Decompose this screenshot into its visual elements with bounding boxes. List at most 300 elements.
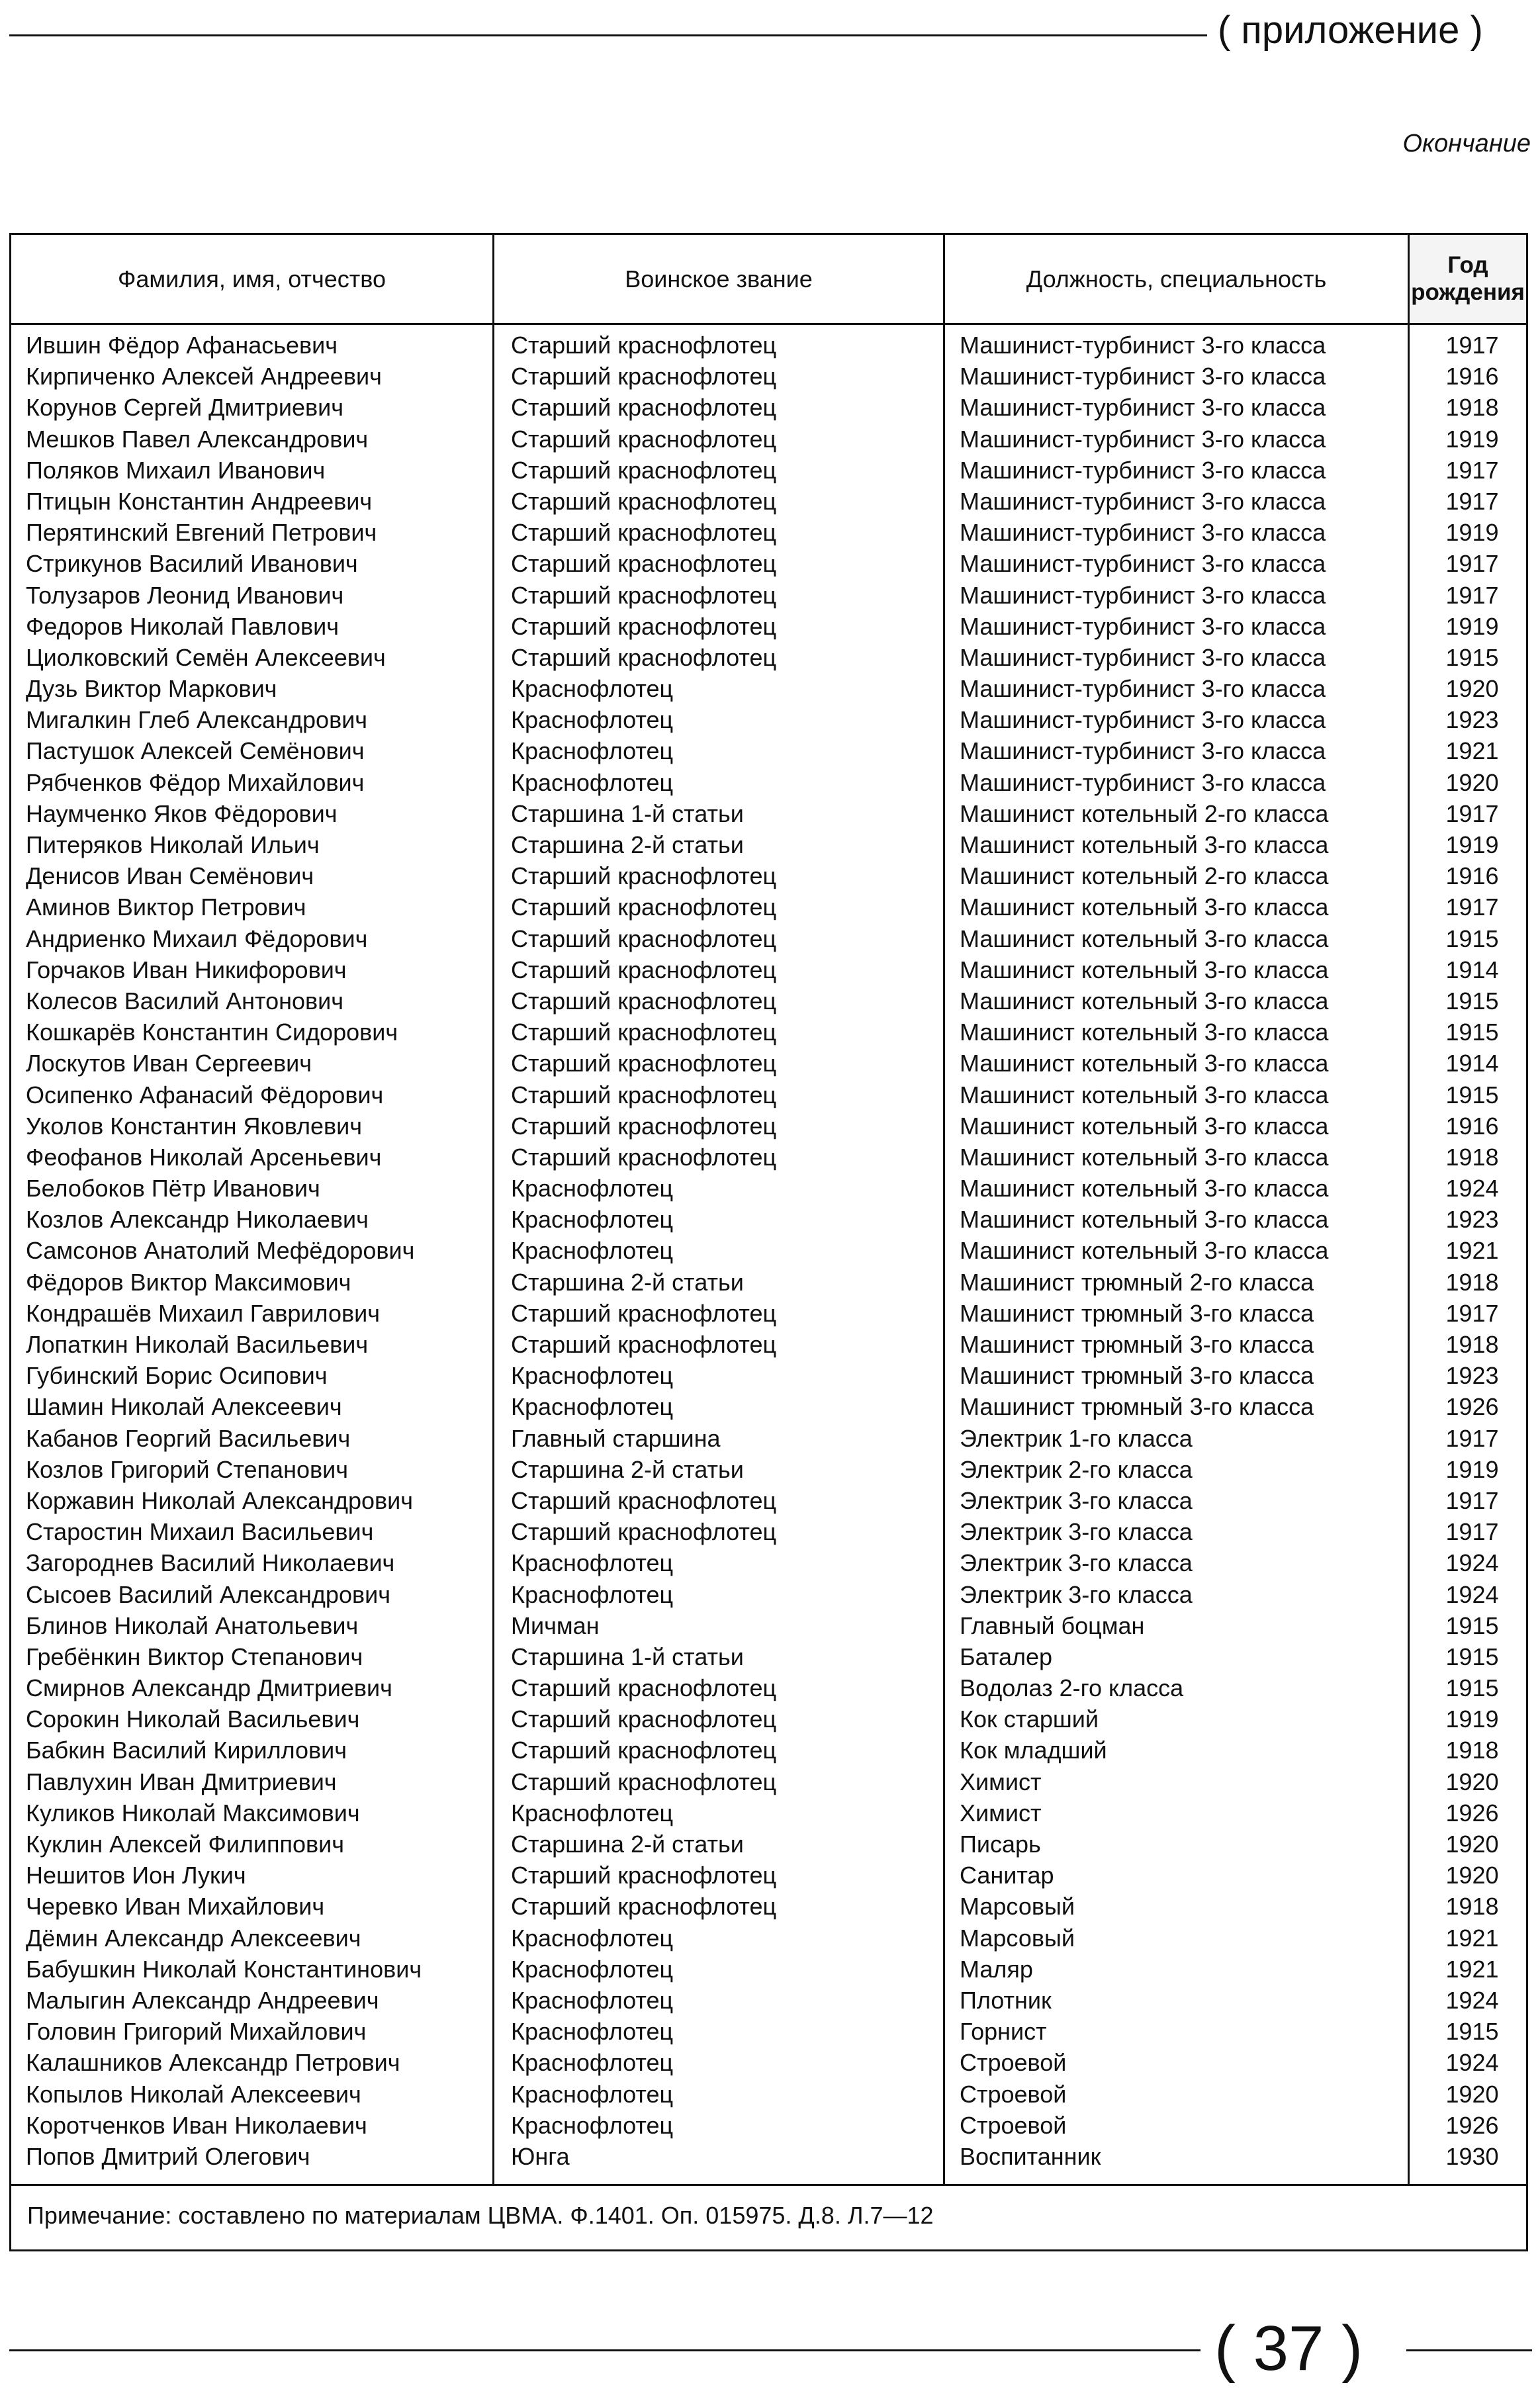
cell-name: Кабанов Георгий Васильевич [26,1424,351,1452]
cell-rank: Старший краснофлотец [511,550,777,578]
cell-year: 1919 [1445,425,1499,453]
cell-rank: Краснофлотец [511,1237,674,1265]
table-row [11,2047,1526,2078]
cell-rank: Старшина 2-й статьи [511,831,744,858]
cell-year: 1917 [1445,1486,1499,1514]
cell-year: 1920 [1445,768,1499,796]
cell-position: Машинист-турбинист 3-го класса [960,425,1326,453]
table-row [11,1985,1526,2016]
cell-position: Химист [960,1768,1042,1795]
cell-rank: Старший краснофлотец [511,456,777,484]
cell-rank: Краснофлотец [511,2018,674,2046]
cell-position: Электрик 1-го класса [960,1424,1193,1452]
cell-name: Стрикунов Василий Иванович [26,550,358,578]
cell-year: 1923 [1445,706,1499,734]
cell-rank: Краснофлотец [511,1549,674,1577]
cell-rank: Краснофлотец [511,675,674,703]
cell-rank: Старший краснофлотец [511,487,777,515]
cell-rank: Краснофлотец [511,2049,674,2077]
table-row [11,361,1526,392]
table-row [11,2110,1526,2141]
cell-position: Машинист-турбинист 3-го класса [960,737,1326,765]
cell-year: 1924 [1445,1986,1499,2014]
table-row [11,580,1526,611]
cell-rank: Старший краснофлотец [511,1050,777,1077]
cell-year: 1917 [1445,1424,1499,1452]
cell-rank: Старший краснофлотец [511,643,777,671]
cell-name: Поляков Михаил Иванович [26,456,326,484]
cell-position: Строевой [960,2049,1067,2077]
table-row [11,1454,1526,1485]
cell-rank: Старшина 1-й статьи [511,799,744,827]
cell-rank: Краснофлотец [511,2111,674,2139]
cell-name: Кондрашёв Михаил Гаврилович [26,1299,380,1327]
cell-position: Машинист-турбинист 3-го класса [960,612,1326,640]
cell-year: 1917 [1445,550,1499,578]
table-row [11,1485,1526,1516]
table-row [11,1516,1526,1547]
cell-position: Маляр [960,1955,1033,1983]
cell-name: Аминов Виктор Петрович [26,893,306,921]
cell-year: 1920 [1445,675,1499,703]
cell-position: Машинист-турбинист 3-го класса [960,550,1326,578]
cell-name: Загороднев Василий Николаевич [26,1549,395,1577]
cell-position: Машинист трюмный 3-го класса [960,1362,1314,1390]
cell-year: 1926 [1445,1799,1499,1827]
cell-year: 1915 [1445,2018,1499,2046]
cell-name: Лопаткин Николай Васильевич [26,1331,369,1358]
table-row [11,2079,1526,2110]
cell-rank: Старший краснофлотец [511,581,777,609]
cell-name: Толузаров Леонид Иванович [26,581,344,609]
cell-position: Машинист котельный 3-го класса [960,987,1329,1015]
cell-name: Птицын Константин Андреевич [26,487,373,515]
column-header-name: Фамилия, имя, отчество [118,265,386,293]
cell-year: 1917 [1445,1518,1499,1546]
cell-name: Дёмин Александр Алексеевич [26,1924,361,1952]
cell-year: 1917 [1445,332,1499,359]
cell-position: Машинист котельный 3-го класса [960,1112,1329,1140]
table-row [11,798,1526,829]
cell-year: 1921 [1445,737,1499,765]
cell-position: Электрик 3-го класса [960,1549,1193,1577]
cell-rank: Старший краснофлотец [511,1112,777,1140]
cell-rank: Старший краснофлотец [511,893,777,921]
cell-name: Циолковский Семён Алексеевич [26,643,386,671]
cell-rank: Старший краснофлотец [511,363,777,390]
table-row [11,985,1526,1017]
table-row [11,1579,1526,1610]
footer-rule [9,2349,1200,2351]
cell-year: 1914 [1445,1050,1499,1077]
cell-position: Машинист-турбинист 3-го класса [960,768,1326,796]
cell-position: Санитар [960,1862,1054,1889]
table-row [11,1142,1526,1173]
cell-position: Машинист трюмный 3-го класса [960,1299,1314,1327]
table-row [11,1173,1526,1204]
table-row [11,923,1526,954]
table-row [11,1017,1526,1048]
table-row [11,891,1526,923]
cell-position: Электрик 3-го класса [960,1486,1193,1514]
cell-position: Машинист котельный 3-го класса [960,1143,1329,1171]
cell-rank: Мичман [511,1611,600,1639]
cell-name: Головин Григорий Михайлович [26,2018,367,2046]
cell-rank: Краснофлотец [511,1393,674,1421]
cell-position: Водолаз 2-го класса [960,1674,1184,1702]
cell-position: Марсовый [960,1924,1075,1952]
cell-year: 1915 [1445,1018,1499,1046]
table-row [11,517,1526,548]
cell-year: 1923 [1445,1206,1499,1234]
cell-name: Белобоков Пётр Иванович [26,1175,320,1202]
cell-year: 1915 [1445,987,1499,1015]
footer-rule [1406,2349,1532,2351]
table-row [11,330,1526,361]
table-row [11,1954,1526,1985]
cell-name: Лоскутов Иван Сергеевич [26,1050,312,1077]
cell-name: Сысоев Василий Александрович [26,1580,390,1608]
cell-rank: Краснофлотец [511,737,674,765]
table-row [11,1298,1526,1329]
cell-rank: Старший краснофлотец [511,519,777,547]
table-row [11,1267,1526,1298]
cell-rank: Краснофлотец [511,768,674,796]
cell-rank: Старший краснофлотец [511,1299,777,1327]
table-row [11,829,1526,860]
table-row [11,548,1526,579]
cell-year: 1916 [1445,862,1499,890]
table-row [11,954,1526,985]
table-row [11,1048,1526,1079]
cell-name: Рябченков Фёдор Михайлович [26,768,365,796]
table-row [11,767,1526,798]
cell-name: Осипенко Афанасий Фёдорович [26,1081,384,1109]
cell-year: 1918 [1445,1893,1499,1921]
table-row [11,1423,1526,1454]
cell-position: Машинист-турбинист 3-го класса [960,706,1326,734]
cell-position: Машинист-турбинист 3-го класса [960,363,1326,390]
cell-position: Машинист котельный 3-го класса [960,1050,1329,1077]
cell-year: 1918 [1445,1268,1499,1296]
table-row [11,392,1526,423]
cell-position: Воспитанник [960,2142,1101,2170]
cell-year: 1915 [1445,1611,1499,1639]
cell-name: Наумченко Яков Фёдорович [26,799,338,827]
cell-position: Главный боцман [960,1611,1145,1639]
cell-rank: Старший краснофлотец [511,1674,777,1702]
cell-name: Смирнов Александр Дмитриевич [26,1674,392,1702]
column-header-year: Год рождения [1410,235,1526,323]
table-row [11,1391,1526,1422]
cell-year: 1915 [1445,925,1499,952]
table-row [11,1891,1526,1922]
table-row [11,1923,1526,1954]
cell-name: Шамин Николай Алексеевич [26,1393,342,1421]
cell-position: Писарь [960,1831,1041,1858]
cell-name: Гребёнкин Виктор Степанович [26,1643,363,1670]
cell-position: Машинист-турбинист 3-го класса [960,643,1326,671]
table-row [11,2016,1526,2047]
cell-name: Блинов Николай Анатольевич [26,1611,359,1639]
note-divider [11,2184,1526,2186]
cell-year: 1926 [1445,1393,1499,1421]
cell-name: Губинский Борис Осипович [26,1362,328,1390]
table-body [11,330,1526,2172]
table-row [11,1610,1526,1641]
cell-year: 1918 [1445,1737,1499,1764]
cell-position: Химист [960,1799,1042,1827]
cell-rank: Старший краснофлотец [511,1737,777,1764]
table-row [11,611,1526,642]
cell-name: Ившин Фёдор Афанасьевич [26,332,338,359]
cell-rank: Старший краснофлотец [511,1768,777,1795]
crew-table [9,233,1528,2251]
header-divider [11,323,1526,325]
cell-name: Феофанов Николай Арсеньевич [26,1143,382,1171]
cell-rank: Старший краснофлотец [511,425,777,453]
cell-rank: Старший краснофлотец [511,862,777,890]
cell-rank: Старший краснофлотец [511,1486,777,1514]
table-note: Примечание: составлено по материалам ЦВМА. Ф.1401. Оп. 015975. Д.8. Л.7—12 [27,2202,934,2229]
cell-name: Попов Дмитрий Олегович [26,2142,310,2170]
cell-year: 1918 [1445,1331,1499,1358]
cell-name: Копылов Николай Алексеевич [26,2080,361,2108]
page-number: ( 37 ) [1214,2313,1363,2384]
cell-name: Мешков Павел Александрович [26,425,369,453]
cell-name: Малыгин Александр Андреевич [26,1986,379,2014]
cell-name: Куликов Николай Максимович [26,1799,360,1827]
cell-name: Кошкарёв Константин Сидорович [26,1018,398,1046]
cell-rank: Старшина 1-й статьи [511,1643,744,1670]
cell-position: Строевой [960,2080,1067,2108]
cell-rank: Старший краснофлотец [511,1018,777,1046]
cell-year: 1917 [1445,893,1499,921]
cell-year: 1916 [1445,363,1499,390]
cell-rank: Старший краснофлотец [511,1081,777,1109]
cell-position: Машинист котельный 3-го класса [960,1175,1329,1202]
cell-rank: Краснофлотец [511,706,674,734]
cell-rank: Старший краснофлотец [511,1862,777,1889]
cell-position: Машинист котельный 3-го класса [960,1081,1329,1109]
cell-year: 1924 [1445,1549,1499,1577]
table-row [11,424,1526,455]
cell-position: Машинист-турбинист 3-го класса [960,519,1326,547]
cell-year: 1915 [1445,1643,1499,1670]
cell-year: 1915 [1445,643,1499,671]
column-header-position: Должность, специальность [1026,265,1327,293]
cell-rank: Краснофлотец [511,1799,674,1827]
cell-year: 1921 [1445,1237,1499,1265]
cell-year: 1923 [1445,1362,1499,1390]
cell-rank: Краснофлотец [511,1206,674,1234]
cell-rank: Старшина 2-й статьи [511,1831,744,1858]
cell-year: 1915 [1445,1674,1499,1702]
table-row [11,2141,1526,2172]
table-row [11,1641,1526,1672]
table-row [11,1329,1526,1360]
table-row [11,1079,1526,1110]
cell-position: Машинист-турбинист 3-го класса [960,456,1326,484]
cell-position: Машинист котельный 3-го класса [960,831,1329,858]
cell-year: 1921 [1445,1955,1499,1983]
cell-position: Машинист котельный 3-го класса [960,925,1329,952]
cell-name: Коротченков Иван Николаевич [26,2111,367,2139]
table-row [11,455,1526,486]
cell-year: 1918 [1445,1143,1499,1171]
cell-rank: Старший краснофлотец [511,332,777,359]
table-row [11,1110,1526,1142]
cell-position: Машинист-турбинист 3-го класса [960,581,1326,609]
table-row [11,1703,1526,1735]
cell-year: 1915 [1445,1081,1499,1109]
cell-position: Машинист-турбинист 3-го класса [960,394,1326,422]
cell-name: Козлов Александр Николаевич [26,1206,369,1234]
cell-rank: Юнга [511,2142,570,2170]
cell-rank: Старший краснофлотец [511,1143,777,1171]
cell-position: Электрик 3-го класса [960,1518,1193,1546]
table-row [11,1204,1526,1235]
cell-year: 1919 [1445,1455,1499,1483]
cell-name: Сорокин Николай Васильевич [26,1705,360,1733]
cell-year: 1916 [1445,1112,1499,1140]
cell-year: 1917 [1445,456,1499,484]
cell-name: Козлов Григорий Степанович [26,1455,348,1483]
table-row [11,1766,1526,1797]
cell-position: Машинист трюмный 2-го класса [960,1268,1314,1296]
cell-rank: Старший краснофлотец [511,612,777,640]
header-rule [9,34,1207,36]
cell-position: Электрик 2-го класса [960,1455,1193,1483]
cell-year: 1920 [1445,1768,1499,1795]
cell-name: Пастушок Алексей Семёнович [26,737,365,765]
cell-rank: Главный старшина [511,1424,721,1452]
cell-rank: Краснофлотец [511,1924,674,1952]
cell-year: 1918 [1445,394,1499,422]
cell-year: 1919 [1445,612,1499,640]
table-row [11,1735,1526,1766]
cell-year: 1919 [1445,831,1499,858]
cell-rank: Старший краснофлотец [511,1893,777,1921]
cell-year: 1924 [1445,1175,1499,1202]
cell-year: 1920 [1445,1831,1499,1858]
cell-rank: Краснофлотец [511,1580,674,1608]
cell-year: 1924 [1445,2049,1499,2077]
cell-name: Павлухин Иван Дмитриевич [26,1768,337,1795]
cell-rank: Старший краснофлотец [511,1331,777,1358]
cell-rank: Старший краснофлотец [511,925,777,952]
table-row [11,860,1526,891]
cell-position: Машинист котельный 3-го класса [960,1018,1329,1046]
cell-rank: Старший краснофлотец [511,987,777,1015]
cell-name: Кирпиченко Алексей Андреевич [26,363,382,390]
cell-year: 1924 [1445,1580,1499,1608]
cell-rank: Краснофлотец [511,1986,674,2014]
cell-position: Машинист котельный 3-го класса [960,1237,1329,1265]
cell-year: 1919 [1445,519,1499,547]
cell-name: Корунов Сергей Дмитриевич [26,394,344,422]
table-row [11,1797,1526,1829]
section-label: ( приложение ) [1218,9,1483,52]
cell-rank: Старший краснофлотец [511,394,777,422]
cell-rank: Старший краснофлотец [511,1518,777,1546]
cell-name: Черевко Иван Михайлович [26,1893,325,1921]
cell-position: Машинист-турбинист 3-го класса [960,675,1326,703]
cell-position: Машинист трюмный 3-го класса [960,1331,1314,1358]
table-row [11,704,1526,735]
cell-rank: Старшина 2-й статьи [511,1268,744,1296]
cell-position: Машинист котельный 3-го класса [960,893,1329,921]
continuation-label: Окончание [1402,130,1531,158]
cell-year: 1919 [1445,1705,1499,1733]
cell-rank: Краснофлотец [511,1175,674,1202]
cell-name: Нешитов Ион Лукич [26,1862,246,1889]
cell-position: Строевой [960,2111,1067,2139]
cell-position: Машинист котельный 3-го класса [960,1206,1329,1234]
table-row [11,1672,1526,1703]
cell-name: Дузь Виктор Маркович [26,675,277,703]
cell-position: Машинист-турбинист 3-го класса [960,332,1326,359]
cell-name: Андриенко Михаил Фёдорович [26,925,368,952]
cell-year: 1926 [1445,2111,1499,2139]
cell-position: Машинист котельный 2-го класса [960,862,1329,890]
table-row [11,735,1526,766]
cell-position: Машинист котельный 3-го класса [960,956,1329,983]
table-row [11,1829,1526,1860]
cell-position: Машинист котельный 2-го класса [960,799,1329,827]
cell-name: Федоров Николай Павлович [26,612,340,640]
cell-rank: Старшина 2-й статьи [511,1455,744,1483]
table-row [11,1235,1526,1266]
table-row [11,486,1526,517]
cell-rank: Краснофлотец [511,1362,674,1390]
cell-name: Питеряков Николай Ильич [26,831,320,858]
cell-rank: Краснофлотец [511,1955,674,1983]
cell-year: 1930 [1445,2142,1499,2170]
cell-name: Мигалкин Глеб Александрович [26,706,368,734]
column-header-rank: Воинское звание [625,265,813,293]
cell-name: Куклин Алексей Филиппович [26,1831,345,1858]
cell-name: Бабушкин Николай Константинович [26,1955,422,1983]
cell-year: 1917 [1445,1299,1499,1327]
table-row [11,642,1526,673]
table-row [11,1360,1526,1391]
cell-year: 1917 [1445,581,1499,609]
table-row [11,1547,1526,1578]
cell-rank: Старший краснофлотец [511,1705,777,1733]
cell-year: 1920 [1445,2080,1499,2108]
cell-year: 1917 [1445,799,1499,827]
table-row [11,1860,1526,1891]
cell-name: Горчаков Иван Никифорович [26,956,347,983]
cell-position: Горнист [960,2018,1047,2046]
cell-position: Машинист-турбинист 3-го класса [960,487,1326,515]
table-row [11,673,1526,704]
cell-position: Баталер [960,1643,1053,1670]
cell-name: Денисов Иван Семёнович [26,862,314,890]
cell-rank: Старший краснофлотец [511,956,777,983]
cell-name: Уколов Константин Яковлевич [26,1112,363,1140]
cell-name: Старостин Михаил Васильевич [26,1518,374,1546]
cell-name: Бабкин Василий Кириллович [26,1737,347,1764]
cell-name: Самсонов Анатолий Мефёдорович [26,1237,415,1265]
cell-year: 1914 [1445,956,1499,983]
cell-name: Калашников Александр Петрович [26,2049,400,2077]
cell-position: Электрик 3-го класса [960,1580,1193,1608]
cell-position: Плотник [960,1986,1052,2014]
cell-name: Фёдоров Виктор Максимович [26,1268,351,1296]
cell-position: Марсовый [960,1893,1075,1921]
